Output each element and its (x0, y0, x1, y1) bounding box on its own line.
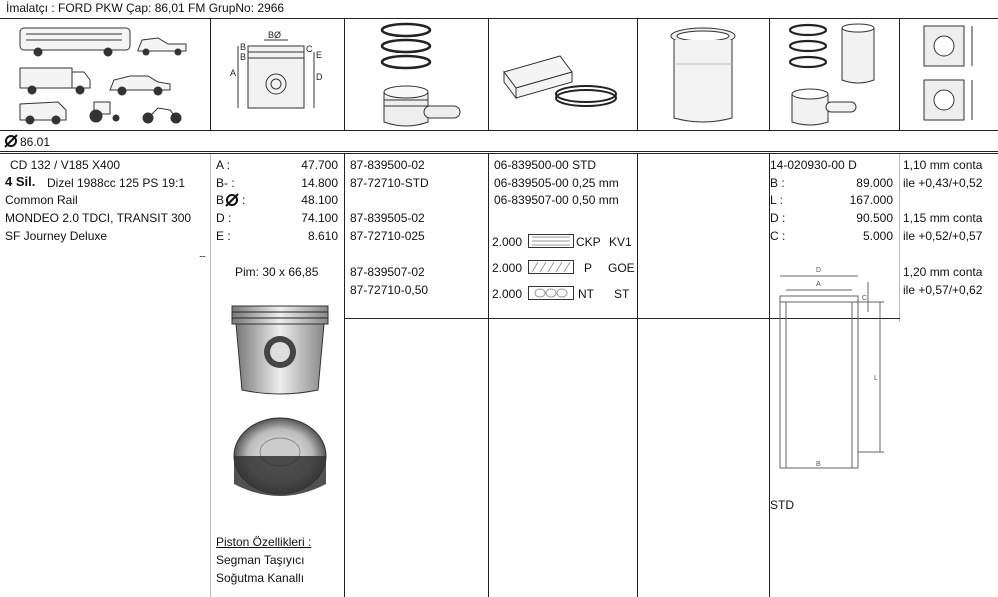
vehicle-line: SF Journey Deluxe (5, 229, 108, 243)
piston-dimension-diagram (228, 32, 328, 114)
col-divider (210, 18, 211, 131)
piston-top-photo (232, 412, 328, 508)
pin-size: Pim: 30 x 66,85 (235, 265, 319, 279)
cylinder-liner-illustration (664, 24, 742, 126)
diameter-row-bottom-2 (0, 153, 998, 154)
dim-colon: : (242, 193, 246, 207)
liner-dimension-diagram (772, 262, 890, 474)
gasket-text: 1,10 mm conta (903, 158, 983, 172)
svg-text:D: D (816, 267, 822, 274)
svg-text:C: C (862, 295, 868, 302)
head-gasket-illustration (918, 22, 982, 128)
piston-part-number: 87-72710-025 (350, 229, 425, 243)
gasket-text: 1,20 mm conta (903, 265, 983, 279)
liner-dim-value: 5.000 (862, 229, 893, 243)
svg-text:E: E (316, 50, 323, 60)
piston-part-number: 87-839505-02 (350, 211, 425, 225)
svg-text:D: D (316, 72, 323, 82)
header-divider (0, 18, 998, 19)
col-divider (344, 154, 345, 597)
dim-value: 47.700 (301, 158, 338, 172)
liner-dim-label: C : (770, 229, 786, 243)
ring-code: CKP (576, 235, 601, 249)
dim-value: 8.610 (307, 229, 338, 243)
col-divider (344, 18, 345, 131)
piston-part-number: 87-72710-STD (350, 176, 429, 190)
dim-label: B- : (216, 176, 235, 190)
image-row-bottom (0, 130, 998, 131)
cylinder-count: 4 Sil. (5, 174, 36, 189)
ring-material: GOE (608, 261, 635, 275)
piston-side-photo (228, 302, 332, 398)
gasket-text: ile +0,57/+0,62 (903, 283, 983, 297)
header-title: İmalatçı : FORD PKW Çap: 86,01 FM GrupNo: 2966 (6, 1, 285, 15)
svg-text:A: A (230, 68, 237, 78)
vehicle-line: Dizel 1988cc 125 PS 19:1 (47, 176, 186, 190)
svg-text:L: L (874, 375, 878, 382)
ring-width: 2.000 (492, 235, 523, 249)
dim-label: E : (216, 229, 231, 243)
dim-value: 14.800 (301, 176, 338, 190)
diameter-value: 86.01 (20, 135, 51, 149)
gasket-text: ile +0,52/+0,57 (903, 229, 983, 243)
ring-code: NT (578, 287, 594, 301)
dotted-mark: .... (199, 249, 206, 259)
col-divider (637, 154, 638, 597)
dim-label: D : (216, 211, 232, 225)
diameter-icon (225, 193, 239, 207)
dim-value: 48.100 (301, 193, 338, 207)
ring-width: 2.000 (492, 261, 523, 275)
col-divider (899, 18, 900, 131)
feature-item: Segman Taşıyıcı (216, 553, 305, 567)
gasket-text: ile +0,43/+0,52 (903, 176, 983, 190)
liner-dim-value: 89.000 (856, 176, 893, 190)
svg-text:B: B (240, 42, 247, 52)
piston-kit-illustration (786, 22, 886, 128)
rings-and-piston-illustration (376, 22, 466, 128)
col-divider (488, 154, 489, 597)
col-divider (637, 18, 638, 131)
svg-text:A: A (816, 281, 821, 288)
liner-dim-value: 90.500 (856, 211, 893, 225)
diameter-icon (4, 134, 18, 148)
svg-text:C: C (306, 44, 313, 54)
vehicle-line: CD 132 / V185 X400 (10, 158, 121, 172)
liner-part: 14-020930-00 D (770, 158, 857, 172)
gasket-text: 1,15 mm conta (903, 211, 983, 225)
vehicle-line: Common Rail (5, 193, 78, 207)
col-divider (210, 154, 211, 597)
svg-text:B: B (816, 461, 821, 468)
dim-value: 74.100 (301, 211, 338, 225)
liner-std-label: STD (770, 498, 794, 512)
dim-label: A : (216, 158, 231, 172)
ring-set-part: 06-839507-00 0,50 mm (494, 193, 619, 207)
liner-dim-label: B : (770, 176, 785, 190)
ring-width: 2.000 (492, 287, 523, 301)
compression-ring-icon (528, 234, 574, 248)
ring-material: KV1 (609, 235, 632, 249)
ring-set-part: 06-839500-00 STD (494, 158, 597, 172)
ring-set-box-illustration (500, 42, 628, 112)
liner-dim-value: 167.000 (849, 193, 893, 207)
ring-code: P (584, 261, 593, 275)
col-divider (769, 18, 770, 131)
dim-label: B (216, 193, 225, 207)
svg-text:B: B (240, 52, 247, 62)
liner-dim-label: D : (770, 211, 786, 225)
scraper-ring-icon (528, 260, 574, 274)
piston-part-number: 87-72710-0,50 (350, 283, 429, 297)
liner-dim-label: L : (770, 193, 783, 207)
oil-ring-icon (528, 286, 574, 300)
features-title: Piston Özellikleri : (216, 535, 312, 549)
vehicles-illustration (18, 24, 193, 124)
piston-part-number: 87-839507-02 (350, 265, 425, 279)
svg-text:BØ: BØ (268, 30, 282, 40)
ring-material: ST (614, 287, 630, 301)
piston-part-number: 87-839500-02 (350, 158, 425, 172)
col-divider (488, 18, 489, 131)
ring-set-part: 06-839505-00 0,25 mm (494, 176, 619, 190)
vehicle-line: MONDEO 2.0 TDCI, TRANSIT 300 (5, 211, 192, 225)
diameter-row-bottom (0, 151, 998, 152)
feature-item: Soğutma Kanallı (216, 571, 305, 585)
col-divider (899, 154, 900, 322)
